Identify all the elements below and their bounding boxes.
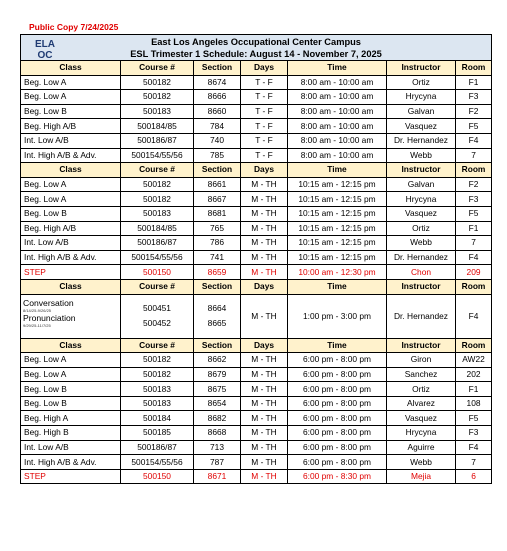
cell-course: 500182: [121, 90, 194, 105]
cell-class: Beg. Low A: [21, 90, 121, 105]
table-row: [21, 353, 492, 368]
cell-instructor: Vasquez: [387, 119, 456, 134]
cell-course: 500182: [121, 192, 194, 207]
cell-instructor: Chon: [387, 265, 456, 280]
cell-days: M - TH: [241, 440, 288, 455]
cell-days: T - F: [241, 104, 288, 119]
cell-course: 500185: [121, 426, 194, 441]
table-row: [21, 119, 492, 134]
cell-instructor: Aguirre: [387, 440, 456, 455]
cell-instructor: Hrycyna: [387, 90, 456, 105]
svg-text:ELA: ELA: [35, 39, 55, 50]
cell-time: 6:00 pm - 8:00 pm: [288, 411, 387, 426]
cell-room: F5: [456, 206, 492, 221]
cell-course: 500150: [121, 265, 194, 280]
cell-instructor: Dr. Hernandez: [387, 133, 456, 148]
cell-class: [21, 294, 121, 338]
cell-room: 6: [456, 469, 492, 484]
cell-room: AW22: [456, 353, 492, 368]
cell-time: 10:15 am - 12:15 pm: [288, 221, 387, 236]
column-header-days: Days: [241, 163, 288, 178]
cell-class: Beg. Low B: [21, 206, 121, 221]
column-header-time: Time: [288, 338, 387, 353]
column-header-course: Course #: [121, 163, 194, 178]
column-header-days: Days: [241, 279, 288, 294]
table-row: [21, 411, 492, 426]
cell-days: M - TH: [241, 192, 288, 207]
cell-section: 765: [194, 221, 241, 236]
cell-section: 8661: [194, 177, 241, 192]
table-row: [21, 382, 492, 397]
cell-instructor: Webb: [387, 236, 456, 251]
cell-course: 500183: [121, 382, 194, 397]
cell-section: 8675: [194, 382, 241, 397]
cell-class: Int. Low A/B: [21, 236, 121, 251]
table-row: [21, 75, 492, 90]
schedule-title: ESL Trimester 1 Schedule: August 14 - November 7, 2025: [130, 48, 382, 59]
cell-days: M - TH: [241, 353, 288, 368]
cell-section: 741: [194, 250, 241, 265]
column-header-row: [21, 279, 492, 294]
cell-instructor: Dr. Hernandez: [387, 294, 456, 338]
cell-time: 6:00 pm - 8:00 pm: [288, 440, 387, 455]
cell-section: 8662: [194, 353, 241, 368]
cell-time: 10:15 am - 12:15 pm: [288, 192, 387, 207]
column-header-row: [21, 61, 492, 76]
cell-instructor: Mejia: [387, 469, 456, 484]
cell-class: Beg. High A/B: [21, 119, 121, 134]
cell-time: 6:00 pm - 8:00 pm: [288, 455, 387, 470]
cell-time: 6:00 pm - 8:00 pm: [288, 396, 387, 411]
column-header-room: Room: [456, 338, 492, 353]
column-header-row: [21, 163, 492, 178]
column-header-time: Time: [288, 163, 387, 178]
cell-room: F1: [456, 382, 492, 397]
cell-room: F3: [456, 90, 492, 105]
cell-section-2: 8665: [207, 318, 227, 328]
cell-section: 8681: [194, 206, 241, 221]
cell-course: 500184/85: [121, 221, 194, 236]
cell-instructor: Webb: [387, 455, 456, 470]
cell-days: M - TH: [241, 206, 288, 221]
step-row: [21, 469, 492, 484]
cell-room: F5: [456, 411, 492, 426]
cell-section: 713: [194, 440, 241, 455]
table-row: [21, 396, 492, 411]
column-header-section: Section: [194, 338, 241, 353]
table-row: [21, 104, 492, 119]
cell-course: 500186/87: [121, 440, 194, 455]
cell-course: 500183: [121, 206, 194, 221]
cell-days: T - F: [241, 75, 288, 90]
cell-course: 500186/87: [121, 236, 194, 251]
cell-room: 202: [456, 367, 492, 382]
cell-class: Beg. Low B: [21, 382, 121, 397]
cell-section: 740: [194, 133, 241, 148]
cell-course: 500182: [121, 367, 194, 382]
cell-section: 8668: [194, 426, 241, 441]
column-header-class: Class: [21, 279, 121, 294]
table-row: [21, 177, 492, 192]
cell-class: Int. Low A/B: [21, 133, 121, 148]
title-cell: [21, 35, 492, 61]
column-header-row: [21, 338, 492, 353]
elaoc-logo-icon: [25, 37, 65, 59]
cell-course: 500184/85: [121, 119, 194, 134]
table-row: [21, 90, 492, 105]
cell-section: 8659: [194, 265, 241, 280]
cell-instructor: Dr. Hernandez: [387, 250, 456, 265]
cell-section: 785: [194, 148, 241, 163]
table-row: [21, 440, 492, 455]
column-header-section: Section: [194, 61, 241, 76]
schedule-table: [20, 34, 492, 484]
cell-room: F1: [456, 75, 492, 90]
title-row: [21, 35, 492, 61]
cell-days: M - TH: [241, 455, 288, 470]
table-row: [21, 192, 492, 207]
table-row: [21, 221, 492, 236]
cell-course-1: 500451: [143, 303, 171, 313]
cell-course: 500154/55/56: [121, 455, 194, 470]
cell-course: 500182: [121, 353, 194, 368]
cell-days: M - TH: [241, 250, 288, 265]
cell-days: M - TH: [241, 469, 288, 484]
cell-room: F5: [456, 119, 492, 134]
column-header-days: Days: [241, 338, 288, 353]
cell-days: M - TH: [241, 236, 288, 251]
cell-days: T - F: [241, 90, 288, 105]
column-header-section: Section: [194, 279, 241, 294]
cell-time: 1:00 pm - 3:00 pm: [288, 294, 387, 338]
cell-class: STEP: [21, 265, 121, 280]
column-header-instructor: Instructor: [387, 279, 456, 294]
cell-section: 8671: [194, 469, 241, 484]
cell-section: 8654: [194, 396, 241, 411]
cell-section: 8679: [194, 367, 241, 382]
cell-instructor: Vasquez: [387, 411, 456, 426]
cell-class: Beg. High A: [21, 411, 121, 426]
cell-class: Beg. Low A: [21, 353, 121, 368]
cell-days: M - TH: [241, 426, 288, 441]
column-header-days: Days: [241, 61, 288, 76]
column-header-class: Class: [21, 61, 121, 76]
column-header-course: Course #: [121, 338, 194, 353]
cell-room: 7: [456, 236, 492, 251]
cell-room: F4: [456, 440, 492, 455]
cell-days: T - F: [241, 133, 288, 148]
cell-time: 6:00 pm - 8:30 pm: [288, 469, 387, 484]
cell-days: T - F: [241, 119, 288, 134]
pronunciation-label: Pronunciation: [23, 312, 76, 323]
column-header-course: Course #: [121, 61, 194, 76]
cell-time: 10:15 am - 12:15 pm: [288, 236, 387, 251]
column-header-room: Room: [456, 61, 492, 76]
cell-room: F3: [456, 426, 492, 441]
cell-days: M - TH: [241, 294, 288, 338]
cell-class: Int. High A/B & Adv.: [21, 148, 121, 163]
cell-instructor: Webb: [387, 148, 456, 163]
cell-section: 784: [194, 119, 241, 134]
column-header-room: Room: [456, 279, 492, 294]
cell-room: F4: [456, 250, 492, 265]
table-row: [21, 133, 492, 148]
table-row: [21, 455, 492, 470]
cell-instructor: Alvarez: [387, 396, 456, 411]
cell-days: M - TH: [241, 177, 288, 192]
cell-class: Beg. Low A: [21, 177, 121, 192]
column-header-time: Time: [288, 61, 387, 76]
cell-instructor: Galvan: [387, 177, 456, 192]
table-row: [21, 250, 492, 265]
cell-course-2: 500452: [143, 318, 171, 328]
step-row: [21, 265, 492, 280]
cell-time: 10:15 am - 12:15 pm: [288, 206, 387, 221]
cell-time: 8:00 am - 10:00 am: [288, 75, 387, 90]
cell-time: 8:00 am - 10:00 am: [288, 104, 387, 119]
cell-time: 8:00 am - 10:00 am: [288, 133, 387, 148]
cell-section: 8674: [194, 75, 241, 90]
column-header-section: Section: [194, 163, 241, 178]
cell-instructor: Vasquez: [387, 206, 456, 221]
cell-room: 7: [456, 148, 492, 163]
column-header-class: Class: [21, 163, 121, 178]
column-header-instructor: Instructor: [387, 163, 456, 178]
cell-section: 8660: [194, 104, 241, 119]
cell-room: F3: [456, 192, 492, 207]
table-row: [21, 148, 492, 163]
cell-class: Int. High A/B & Adv.: [21, 250, 121, 265]
cell-time: 8:00 am - 10:00 am: [288, 119, 387, 134]
cell-class: Beg. Low B: [21, 396, 121, 411]
cell-instructor: Ortiz: [387, 382, 456, 397]
cell-instructor: Galvan: [387, 104, 456, 119]
cell-days: M - TH: [241, 411, 288, 426]
cell-room: F1: [456, 221, 492, 236]
cell-class: Int. Low A/B: [21, 440, 121, 455]
cell-course: 500154/55/56: [121, 250, 194, 265]
table-row: [21, 236, 492, 251]
campus-title: East Los Angeles Occupational Center Campus: [151, 36, 361, 47]
cell-course: [121, 294, 194, 338]
cell-time: 10:15 am - 12:15 pm: [288, 177, 387, 192]
column-header-instructor: Instructor: [387, 61, 456, 76]
column-header-class: Class: [21, 338, 121, 353]
cell-course: 500184: [121, 411, 194, 426]
cell-section: 8666: [194, 90, 241, 105]
cell-room: F4: [456, 133, 492, 148]
cell-time: 8:00 am - 10:00 am: [288, 148, 387, 163]
column-header-room: Room: [456, 163, 492, 178]
cell-course: 500182: [121, 75, 194, 90]
cell-section: 8682: [194, 411, 241, 426]
schedule-body: [21, 35, 492, 484]
cell-class: Beg. Low A: [21, 75, 121, 90]
table-row: [21, 206, 492, 221]
cell-course: 500186/87: [121, 133, 194, 148]
cell-time: 6:00 pm - 8:00 pm: [288, 367, 387, 382]
cell-days: M - TH: [241, 396, 288, 411]
cell-days: T - F: [241, 148, 288, 163]
svg-text:OC: OC: [37, 50, 53, 59]
cell-section: 787: [194, 455, 241, 470]
table-row: [21, 426, 492, 441]
cell-section: 8667: [194, 192, 241, 207]
cell-instructor: Giron: [387, 353, 456, 368]
conversation-dates: 8/14/25-9/26/25: [23, 307, 52, 313]
cell-course: 500183: [121, 396, 194, 411]
cell-time: 8:00 am - 10:00 am: [288, 90, 387, 105]
cell-time: 6:00 pm - 8:00 pm: [288, 382, 387, 397]
cell-days: M - TH: [241, 265, 288, 280]
cell-class: Beg. Low A: [21, 367, 121, 382]
public-copy-label: Public Copy 7/24/2025: [29, 22, 119, 32]
conversation-row: [21, 294, 492, 338]
cell-class: Beg. High A/B: [21, 221, 121, 236]
cell-instructor: Ortiz: [387, 221, 456, 236]
cell-days: M - TH: [241, 382, 288, 397]
pronunciation-dates: 9/29/25-11/7/25: [23, 322, 51, 328]
table-row: [21, 367, 492, 382]
cell-time: 10:00 am - 12:30 pm: [288, 265, 387, 280]
cell-room: F4: [456, 294, 492, 338]
cell-instructor: Hrycyna: [387, 192, 456, 207]
cell-section: [194, 294, 241, 338]
cell-room: 108: [456, 396, 492, 411]
cell-class: STEP: [21, 469, 121, 484]
cell-instructor: Hrycyna: [387, 426, 456, 441]
cell-course: 500154/55/56: [121, 148, 194, 163]
cell-course: 500182: [121, 177, 194, 192]
cell-class: Beg. Low B: [21, 104, 121, 119]
conversation-label: Conversation: [23, 297, 74, 308]
cell-days: M - TH: [241, 221, 288, 236]
cell-room: 209: [456, 265, 492, 280]
column-header-course: Course #: [121, 279, 194, 294]
column-header-time: Time: [288, 279, 387, 294]
cell-days: M - TH: [241, 367, 288, 382]
cell-time: 6:00 pm - 8:00 pm: [288, 353, 387, 368]
cell-instructor: Ortiz: [387, 75, 456, 90]
cell-room: F2: [456, 104, 492, 119]
cell-room: 7: [456, 455, 492, 470]
cell-course: 500150: [121, 469, 194, 484]
column-header-instructor: Instructor: [387, 338, 456, 353]
cell-course: 500183: [121, 104, 194, 119]
cell-instructor: Sanchez: [387, 367, 456, 382]
cell-class: Int. High A/B & Adv.: [21, 455, 121, 470]
cell-time: 10:15 am - 12:15 pm: [288, 250, 387, 265]
cell-class: Beg. High B: [21, 426, 121, 441]
cell-section-1: 8664: [207, 303, 227, 313]
cell-section: 786: [194, 236, 241, 251]
cell-time: 6:00 pm - 8:00 pm: [288, 426, 387, 441]
cell-room: F2: [456, 177, 492, 192]
cell-class: Beg. Low A: [21, 192, 121, 207]
